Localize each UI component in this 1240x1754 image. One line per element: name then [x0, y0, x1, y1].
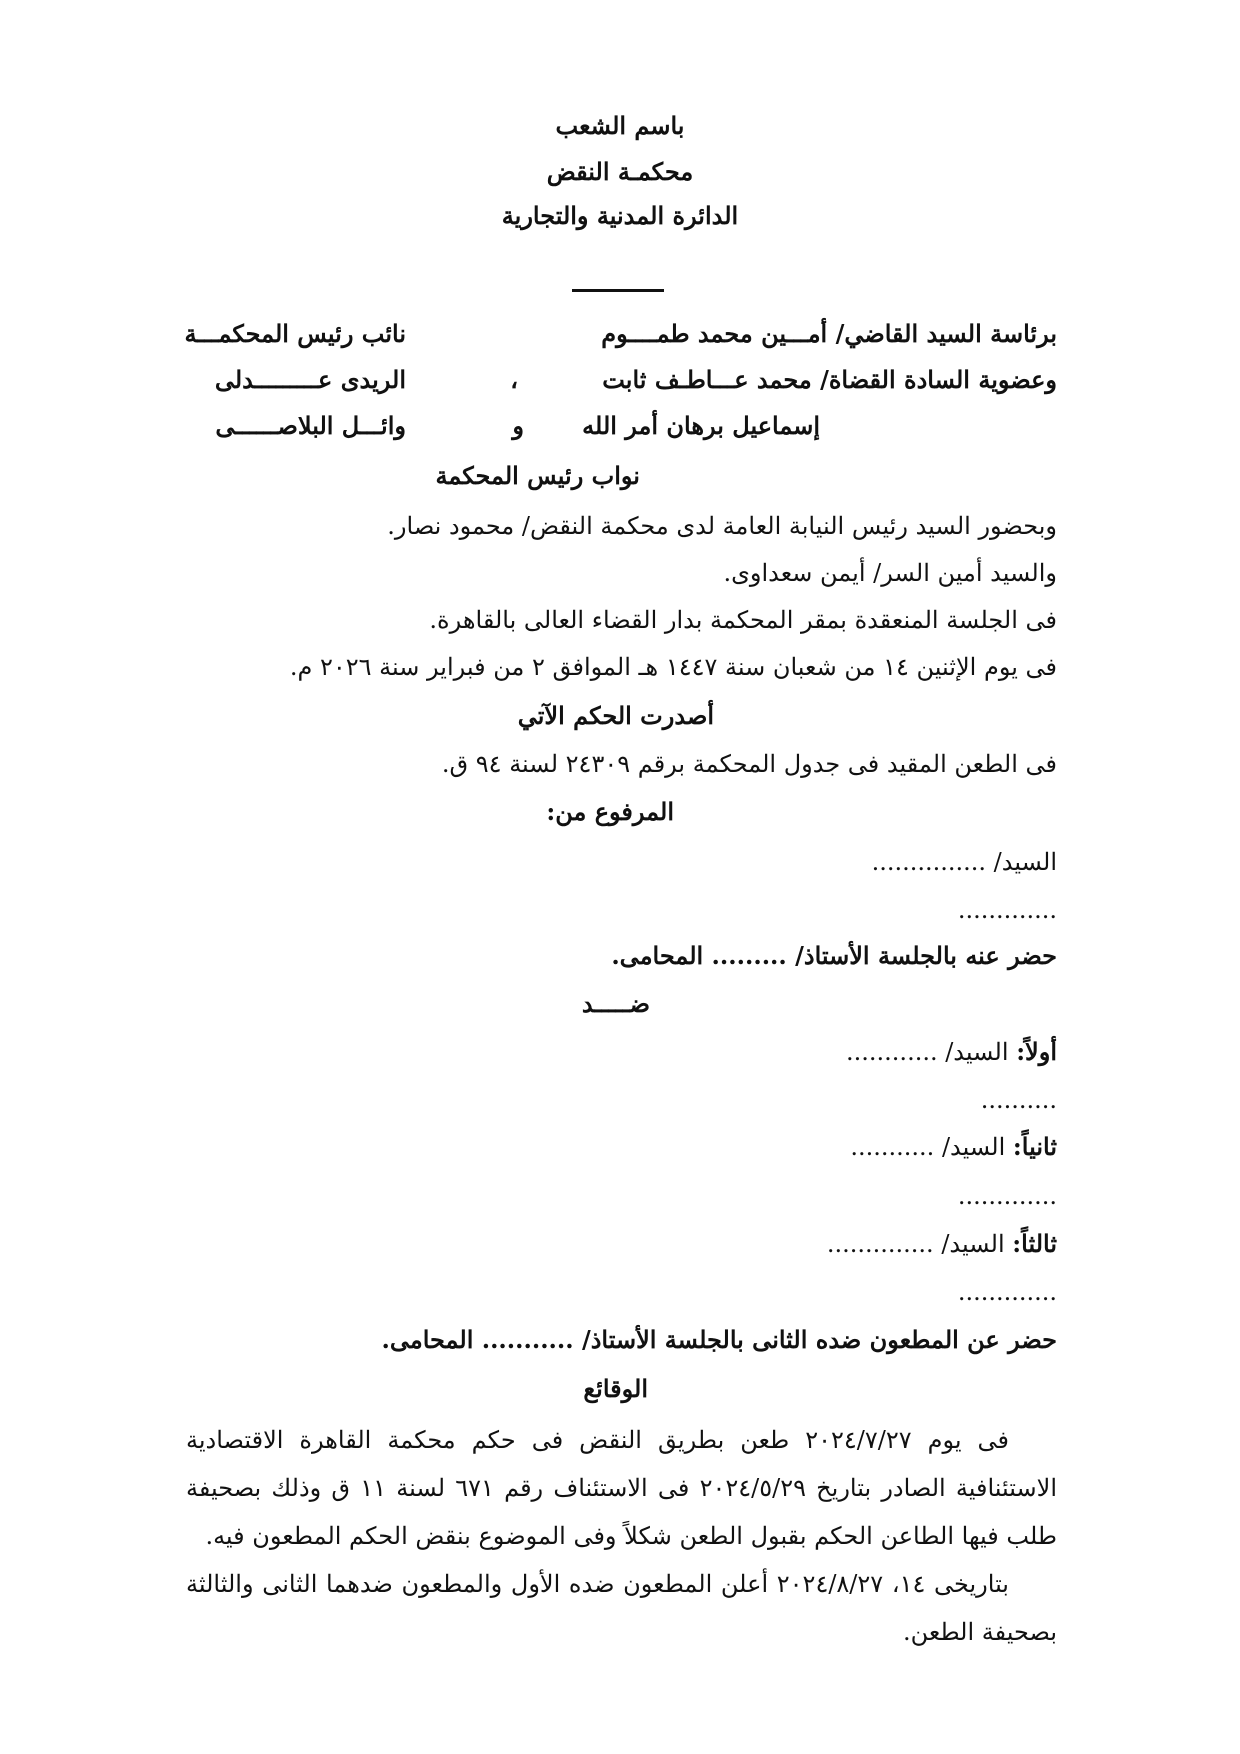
panel-conjunction: و: [512, 411, 524, 440]
facts-paragraph-1: فى يوم ٢٠٢٤/٧/٢٧ طعن بطريق النقض فى حكم محكمة القاهرة الاقتصادية الاستئنافية الصادر بتاريخ ٢٠٢٤/٥/٢٩ فى الاستئناف رقم ٦٧١ لسنة ١١ ق وذلك بصحيفة طلب فيها الطاعن الحكم بقبول الطعن شكلاً وفى الموضوع بنقض الحكم المطعون فيه.: [186, 1426, 1057, 1550]
appellant-line: [872, 846, 1057, 878]
respondent-3-line: [827, 1228, 1057, 1260]
respondent-3-prefix: السيد/: [941, 1230, 1005, 1258]
appellant-extra: .............: [957, 896, 1057, 924]
respondent-1-prefix: السيد/: [945, 1038, 1009, 1066]
respondent-1-ordinal: أولاً:: [1016, 1037, 1057, 1066]
appellant-lawyer: حضر عنه بالجلسة الأستاذ/ ......... المحامى.: [611, 941, 1057, 970]
prosecution-attendance: وبحضور السيد رئيس النيابة العامة لدى محكمة النقض/ محمود نصار.: [387, 512, 1057, 540]
facts-title: الوقائع: [583, 1374, 648, 1403]
header-divider: [572, 289, 664, 292]
appellant-name: ...............: [871, 848, 987, 876]
respondent-1-extra: ..........: [980, 1086, 1057, 1114]
respondent-2-name: ...........: [850, 1133, 935, 1161]
facts-paragraph-2: بتاريخى ١٤، ٢٠٢٤/٨/٢٧ أعلن المطعون ضده الأول والمطعون ضدهما الثانى والثالثة بصحيفة الطعن.: [186, 1570, 1057, 1646]
deputies-label: نواب رئيس المحكمة: [435, 461, 640, 490]
respondent-1-name: ............: [846, 1038, 938, 1066]
respondent-1-line: [846, 1036, 1057, 1068]
respondent-3-name: ..............: [826, 1230, 934, 1258]
panel-member-ismail: إسماعيل برهان أمر الله: [582, 411, 820, 440]
respondent-3-ordinal: ثالثاً:: [1012, 1229, 1057, 1258]
respondent-lawyer: حضر عن المطعون ضده الثانى بالجلسة الأستاذ/ ........... المحامى.: [381, 1325, 1057, 1354]
presiding-judge: برئاسة السيد القاضي/ أمـــين محمد طمــــوم: [601, 319, 1057, 348]
panel-separator: ،: [510, 365, 518, 394]
heading-in-the-name-of-the-people: باسم الشعب: [555, 111, 685, 140]
respondent-3-extra: .............: [957, 1278, 1057, 1306]
respondent-2-prefix: السيد/: [941, 1133, 1006, 1161]
court-name: محكمـة النقض: [546, 157, 694, 186]
secretary-attendance: والسيد أمين السر/ أيمن سعداوى.: [723, 559, 1057, 587]
panel-members: وعضوية السادة القضاة/ محمد عـــاطـف ثابت: [602, 365, 1057, 394]
filed-by-label: المرفوع من:: [546, 797, 674, 826]
session-venue: فى الجلسة المنعقدة بمقر المحكمة بدار القضاء العالى بالقاهرة.: [429, 606, 1057, 634]
respondent-2-line: [850, 1131, 1057, 1163]
circuit-name: الدائرة المدنية والتجارية: [501, 201, 739, 230]
against-label: ضـــــد: [581, 989, 650, 1018]
session-date: فى يوم الإثنين ١٤ من شعبان سنة ١٤٤٧ هـ الموافق ٢ من فبراير سنة ٢٠٢٦ م.: [289, 653, 1057, 681]
case-number: فى الطعن المقيد فى جدول المحكمة برقم ٢٤٣٠٩ لسنة ٩٤ ق.: [441, 750, 1057, 778]
appellant-prefix: السيد/: [993, 848, 1057, 876]
ruling-title: أصدرت الحكم الآتي: [517, 701, 714, 730]
respondent-2-extra: .............: [957, 1182, 1057, 1210]
panel-member-wael: وائـــل البلاصــــــى: [215, 411, 406, 440]
panel-member-alridi: الريدى عـــــــــدلى: [214, 365, 406, 394]
respondent-2-ordinal: ثانياً:: [1012, 1132, 1057, 1161]
presiding-judge-title: نائب رئيس المحكمـــة: [184, 319, 406, 348]
